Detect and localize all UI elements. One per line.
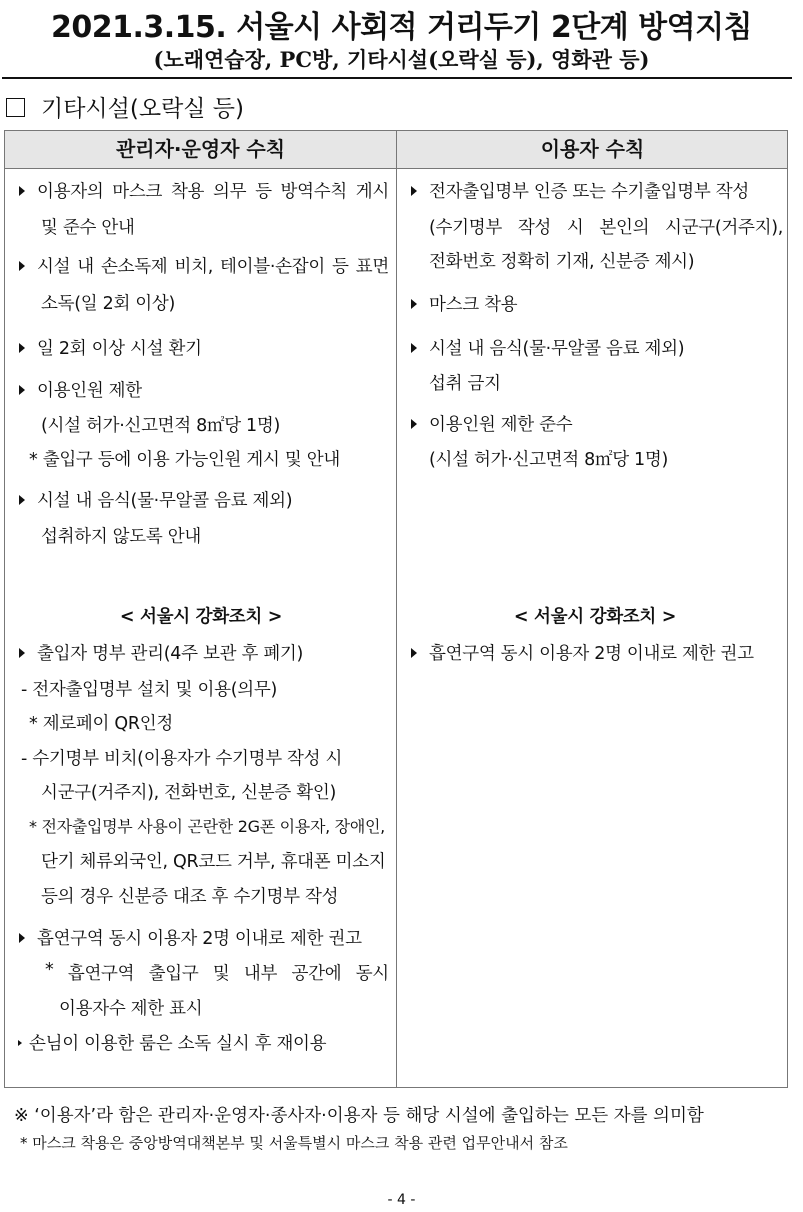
list-item: 섭취 금지 bbox=[429, 374, 501, 394]
list-item: * 출입구 등에 이용 가능인원 게시 및 안내 bbox=[29, 450, 340, 470]
manager-rules-column bbox=[15, 131, 387, 1087]
list-item: * 흡연구역 출입구 및 내부 공간에 동시 bbox=[45, 960, 389, 984]
list-item: 일 2회 이상 시설 환기 bbox=[37, 339, 202, 359]
list-item: 흡연구역 동시 이용자 2명 이내로 제한 권고 bbox=[37, 929, 362, 949]
bullet-icon bbox=[19, 495, 25, 505]
column-header-user: 이용자 수칙 bbox=[540, 137, 645, 161]
bullet-icon bbox=[19, 933, 25, 943]
footnote-definition: ※ ‘이용자’라 함은 관리자·운영자·종사자·이용자 등 해당 시설에 출입하는 모든 자를 의미함 bbox=[14, 1106, 704, 1126]
document-subtitle: (노래연습장, PC방, 기타시설(오락실 등), 영화관 등) bbox=[153, 47, 650, 72]
list-item: 섭취하지 않도록 안내 bbox=[41, 527, 201, 547]
list-item: 마스크 착용 bbox=[429, 295, 518, 315]
bullet-icon bbox=[411, 648, 417, 658]
list-item: 출입자 명부 관리(4주 보관 후 폐기) bbox=[37, 644, 304, 664]
bullet-icon bbox=[411, 343, 417, 353]
checkbox-icon bbox=[6, 98, 25, 117]
list-item: 시설 내 손소독제 비치, 테이블·손잡이 등 표면 bbox=[37, 257, 389, 277]
list-item: 시설 내 음식(물·무알콜 음료 제외) bbox=[37, 491, 293, 511]
bullet-icon bbox=[19, 261, 25, 271]
list-item: 흡연구역 동시 이용자 2명 이내로 제한 권고 bbox=[429, 644, 754, 664]
column-header-manager: 관리자·운영자 수칙 bbox=[115, 137, 286, 161]
list-item: 단기 체류외국인, QR코드 거부, 휴대폰 미소지 bbox=[41, 852, 386, 872]
list-item: 시설 내 음식(물·무알콜 음료 제외) bbox=[429, 339, 685, 359]
bullet-icon bbox=[19, 186, 25, 196]
bullet-icon bbox=[411, 186, 417, 196]
footnote-mask: * 마스크 착용은 중앙방역대책본부 및 서울특별시 마스크 착용 관련 업무안내서 참조 bbox=[20, 1134, 568, 1152]
user-rules-column bbox=[407, 131, 783, 1087]
list-item: - 수기명부 비치(이용자가 수기명부 작성 시 bbox=[21, 749, 343, 769]
enhanced-measures-heading: < 서울시 강화조치 > bbox=[513, 607, 677, 627]
list-item: 전화번호 정확히 기재, 신분증 제시) bbox=[429, 252, 695, 272]
enhanced-measures-heading: < 서울시 강화조치 > bbox=[119, 607, 283, 627]
list-item: 이용자의 마스크 착용 의무 등 방역수칙 게시 bbox=[37, 182, 389, 202]
list-item: (시설 허가·신고면적 8㎡당 1명) bbox=[41, 416, 281, 436]
list-item: * 제로페이 QR인정 bbox=[29, 714, 173, 734]
bullet-icon bbox=[411, 299, 417, 309]
list-item: 및 준수 안내 bbox=[41, 218, 135, 238]
section-heading bbox=[6, 90, 244, 123]
list-item: 이용인원 제한 bbox=[37, 381, 142, 401]
list-item: (수기명부 작성 시 본인의 시군구(거주지), bbox=[429, 218, 783, 238]
list-item: 손님이 이용한 룸은 소독 실시 후 재이용 bbox=[29, 1034, 327, 1054]
document-title: 2021.3.15. 서울시 사회적 거리두기 2단계 방역지침 bbox=[50, 10, 753, 45]
list-item: - 전자출입명부 설치 및 이용(의무) bbox=[21, 680, 277, 700]
bullet-icon bbox=[19, 648, 25, 658]
section-title: 기타시설(오락실 등) bbox=[41, 96, 245, 122]
list-item: 전자출입명부 인증 또는 수기출입명부 작성 bbox=[429, 182, 749, 202]
list-item: (시설 허가·신고면적 8㎡당 1명) bbox=[429, 450, 669, 470]
bullet-icon bbox=[19, 343, 25, 353]
list-item: * 전자출입명부 사용이 곤란한 2G폰 이용자, 장애인, bbox=[29, 817, 385, 836]
list-item: 시군구(거주지), 전화번호, 신분증 확인) bbox=[41, 783, 336, 803]
page-number: - 4 - bbox=[387, 1192, 416, 1208]
list-item: 소독(일 2회 이상) bbox=[41, 294, 176, 314]
list-item: 이용자수 제한 표시 bbox=[59, 999, 203, 1019]
guideline-table bbox=[4, 130, 788, 1088]
bullet-icon bbox=[411, 419, 417, 429]
bullet-icon bbox=[18, 1040, 22, 1046]
title-rule bbox=[2, 77, 792, 79]
column-divider bbox=[396, 131, 397, 1087]
list-item: 이용인원 제한 준수 bbox=[429, 415, 573, 435]
bullet-icon bbox=[19, 385, 25, 395]
list-item: 등의 경우 신분증 대조 후 수기명부 작성 bbox=[41, 887, 339, 907]
